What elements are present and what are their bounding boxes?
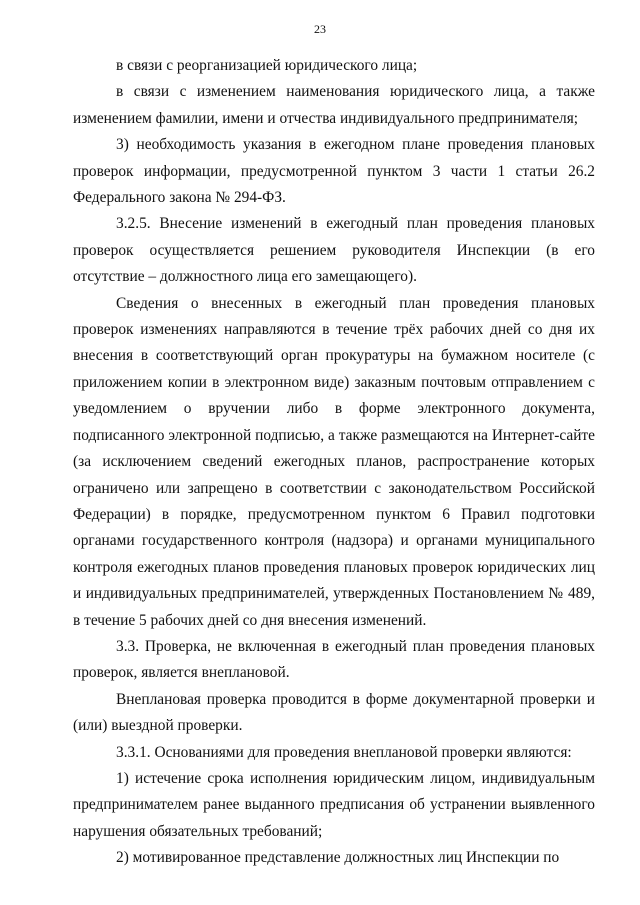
paragraph: 1) истечение срока исполнения юридическим лицом, индивидуальным предпринимателем ранее выданного предписания об устранении выявленного нарушения обязательных требований; xyxy=(73,769,595,840)
paragraph: 3) необходимость указания в ежегодном плане проведения плановых проверок информации, предусмотренной пунктом 3 части 1 статьи 26.2 Федерального закона № 294-ФЗ. xyxy=(73,136,595,207)
document-body xyxy=(73,53,595,872)
page-number: 23 xyxy=(314,22,326,36)
paragraph: в связи с изменением наименования юридического лица, а также изменением фамилии, имени и отчества индивидуального предпринимателя; xyxy=(73,83,595,127)
paragraph: 3.2.5. Внесение изменений в ежегодный план проведения плановых проверок осуществляется решением руководителя Инспекции (в его отсутствие – должностного лица его замещающего). xyxy=(73,215,595,286)
paragraph: 3.3.1. Основаниями для проведения внеплановой проверки являются: xyxy=(116,743,572,761)
paragraph: Сведения о внесенных в ежегодный план проведения плановых проверок изменениях направляются в течение трёх рабочих дней со дня их внесения в соответствующий орган прокуратуры на бумажном носителе (с приложением копии в электронном виде) заказным почтовым отправлением с уведомлением о вручении либо в форме электронного документа, подписанного электронной подписью, а также размещаются на Интернет-сайте (за исключением сведений ежегодных планов, распространение которых ограничено или запрещено в соответствии с законодательством Российской Федерации) в порядке, предусмотренном пунктом 6 Правил подготовки органами государственного контроля (надзора) и органами муниципального контроля ежегодных планов проведения плановых проверок юридических лиц и индивидуальных предпринимателей, утвержденных Постановлением № 489, в течение 5 рабочих дней со дня внесения изменений. xyxy=(73,294,595,629)
paragraph: 2) мотивированное представление должностных лиц Инспекции по xyxy=(116,849,560,867)
paragraph: Внеплановая проверка проводится в форме документарной проверки и (или) выездной проверки. xyxy=(73,690,595,735)
paragraph: в связи с реорганизацией юридического лица; xyxy=(116,57,418,74)
paragraph: 3.3. Проверка, не включенная в ежегодный план проведения плановых проверок, является внеплановой. xyxy=(73,637,595,682)
